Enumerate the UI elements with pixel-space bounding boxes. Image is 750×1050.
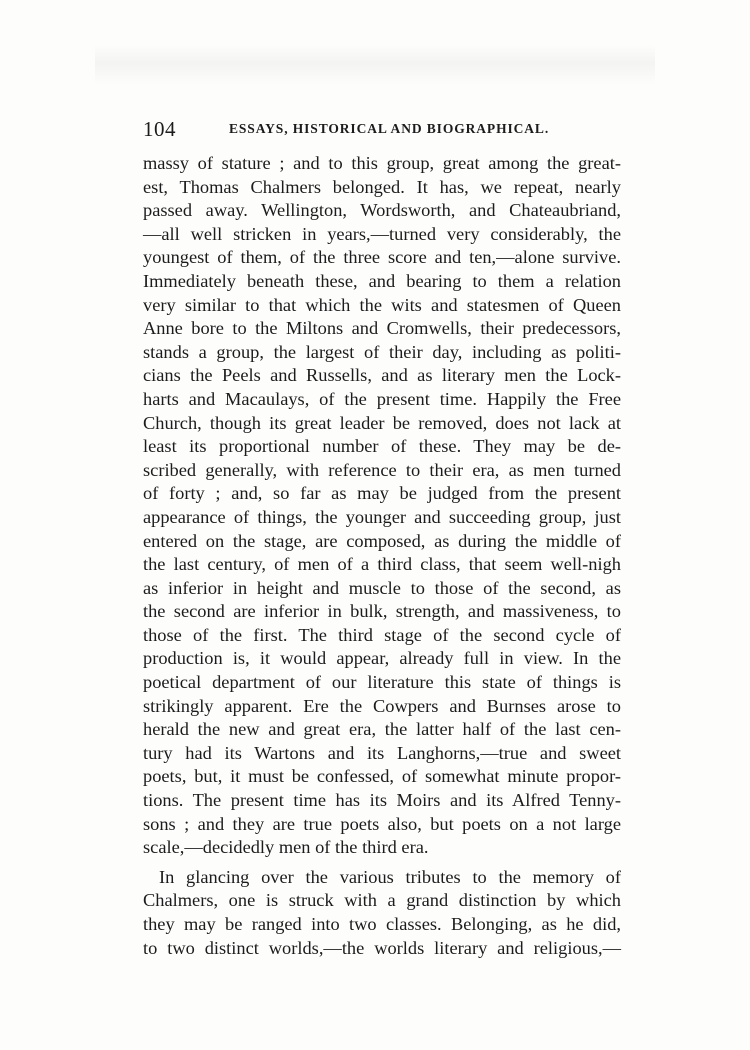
text-line: those of the first. The third stage of the second cycle of: [143, 624, 621, 645]
page-number: 104: [143, 117, 176, 141]
text-line: as inferior in height and muscle to those of the second, as: [143, 577, 621, 598]
text-line: Anne bore to the Miltons and Cromwells, their predecessors,: [143, 318, 621, 339]
text-line: massy of stature ; and to this group, great among the great-: [143, 153, 621, 173]
text-line: Immediately beneath these, and bearing to them a relation: [143, 270, 621, 291]
paragraph: [143, 866, 621, 960]
page-header: [143, 117, 608, 147]
text-line: poetical department of our literature this state of things is: [143, 672, 621, 693]
text-line: the second are inferior in bulk, strength, and massiveness, to: [143, 601, 621, 622]
text-line: cians the Peels and Russells, and as literary men the Lock-: [143, 365, 621, 386]
text-line: scale,—decidedly men of the third era.: [143, 837, 429, 858]
text-line: least its proportional number of these. They may be de-: [143, 436, 621, 457]
text-line: they may be ranged into two classes. Belonging, as he did,: [143, 914, 621, 934]
text-line: tions. The present time has its Moirs and its Alfred Tenny-: [143, 790, 621, 811]
text-line: appearance of things, the younger and succeeding group, just: [143, 506, 621, 527]
text-line: youngest of them, of the three score and ten,—alone survive.: [143, 247, 621, 268]
text-line: herald the new and great era, the latter half of the last cen-: [143, 719, 621, 740]
text-line: entered on the stage, are composed, as during the middle of: [143, 530, 621, 551]
text-line: production is, it would appear, already full in view. In the: [143, 648, 621, 669]
show-through-bleed: [95, 45, 655, 85]
text-line: poets, but, it must be confessed, of somewhat minute propor-: [143, 766, 621, 787]
text-line: est, Thomas Chalmers belonged. It has, we repeat, nearly: [143, 176, 621, 197]
text-line: stands a group, the largest of their day, including as politi-: [143, 341, 621, 362]
running-head: ESSAYS, HISTORICAL AND BIOGRAPHICAL.: [229, 121, 550, 136]
text-line: sons ; and they are true poets also, but poets on a not large: [143, 813, 621, 834]
text-line: passed away. Wellington, Wordsworth, and Chateaubriand,: [143, 200, 621, 221]
text-line: —all well stricken in years,—turned very considerably, the: [143, 223, 621, 244]
text-line: of forty ; and, so far as may be judged from the present: [143, 483, 621, 504]
text-line: strikingly apparent. Ere the Cowpers and Burnses arose to: [143, 695, 621, 716]
text-line: the last century, of men of a third class, that seem well-nigh: [143, 554, 621, 575]
text-line: tury had its Wartons and its Langhorns,—true and sweet: [143, 742, 621, 763]
text-line: to two distinct worlds,—the worlds literary and religious,—: [143, 937, 621, 958]
text-line: very similar to that which the wits and statesmen of Queen: [143, 294, 621, 315]
paragraph: [143, 152, 621, 860]
text-line: Church, though its great leader be removed, does not lack at: [143, 412, 621, 433]
text-line: scribed generally, with reference to their era, as men turned: [143, 459, 621, 480]
body-text: [143, 152, 621, 960]
text-line: harts and Macaulays, of the present time. Happily the Free: [143, 388, 621, 409]
text-line: In glancing over the various tributes to the memory of: [159, 866, 621, 887]
text-line: Chalmers, one is struck with a grand distinction by which: [143, 890, 621, 911]
